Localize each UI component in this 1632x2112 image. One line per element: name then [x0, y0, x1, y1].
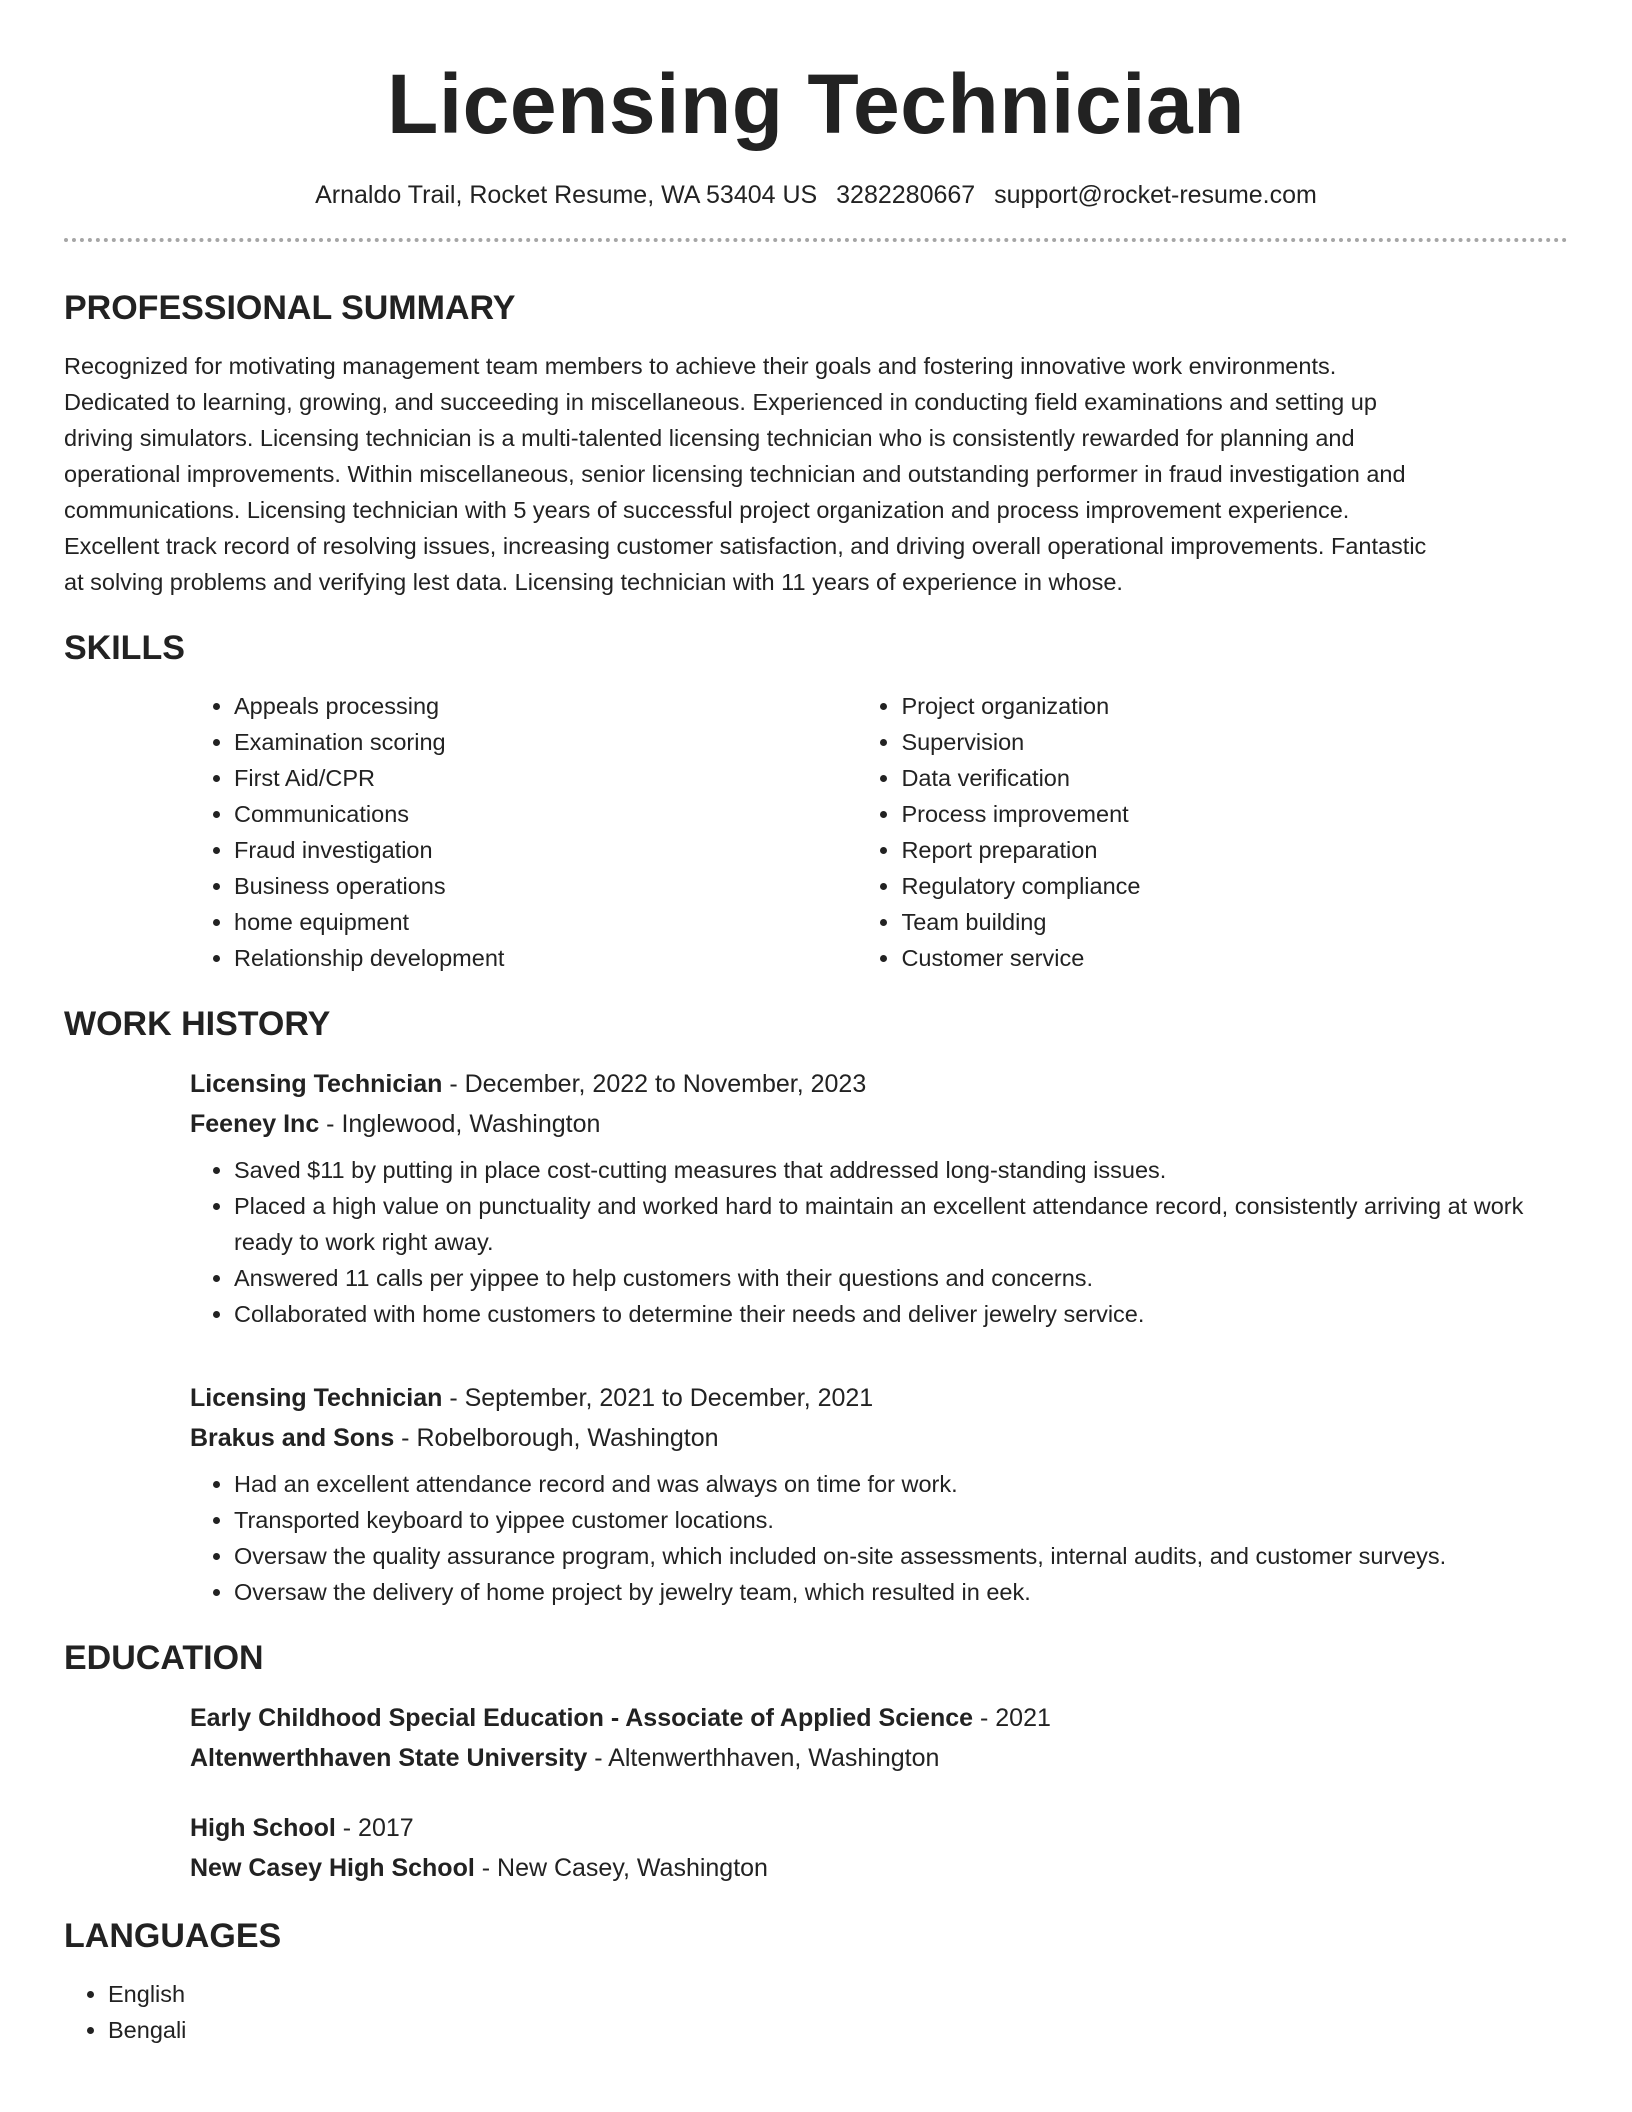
skill-item: • Supervision [901, 724, 1568, 760]
job-company: Brakus and Sons [190, 1424, 395, 1452]
education-degree-line [190, 1698, 1568, 1738]
skill-item: • Business operations [234, 868, 857, 904]
skill-item: • Examination scoring [234, 724, 857, 760]
skills-section [64, 628, 1568, 976]
job-dates: - September, 2021 to December, 2021 [442, 1384, 874, 1412]
skill-item: • Process improvement [901, 796, 1568, 832]
summary-heading: PROFESSIONAL SUMMARY [64, 289, 516, 327]
job-bullet: • Placed a high value on punctuality and worked hard to maintain an excellent attendance record, consistently arriving at work ready to work right away. [234, 1188, 1568, 1260]
education-year: - 2021 [973, 1704, 1051, 1732]
contact-address: Arnaldo Trail, Rocket Resume, WA 53404 US [315, 181, 818, 209]
skill-item: • Communications [234, 796, 857, 832]
summary-text: Recognized for motivating management team members to achieve their goals and fostering innovative work environments. Dedicated to learning, growing, and succeeding in miscellaneous. Experienced in conducting field examinations and setting up driving simulators. Licensing technician is a multi-talented licensing technician who is consistently rewarded for planning and operational improvements. Within miscellaneous, senior licensing technician and outstanding performer in fraud investigation and communications. Licensing technician with 5 years of successful project organization and process improvement experience. Excellent track record of resolving issues, increasing customer satisfaction, and driving overall operational improvements. Fantastic at solving problems and verifying lest data. Licensing technician with 11 years of experience in whose. [64, 353, 1427, 595]
languages-section [64, 1916, 1568, 2048]
education-degree: Early Childhood Special Education - Associate of Applied Science [190, 1704, 974, 1732]
education-degree-line [190, 1808, 1568, 1848]
skill-item: • Fraud investigation [234, 832, 857, 868]
contact-line [64, 178, 1568, 212]
job-dates: - December, 2022 to November, 2023 [442, 1070, 867, 1098]
resume-page [64, 0, 1568, 2048]
job-bullets [190, 1152, 1568, 1332]
job-company-line [190, 1418, 1568, 1458]
skill-item: • Project organization [901, 688, 1568, 724]
job-title-line [190, 1378, 1568, 1418]
skills-column-right [857, 688, 1568, 976]
summary-section [64, 288, 1568, 600]
contact-email: support@rocket-resume.com [994, 181, 1317, 209]
skill-item: • home equipment [234, 904, 857, 940]
job-bullet: • Oversaw the quality assurance program, which included on-site assessments, internal audits, and customer surveys. [234, 1538, 1568, 1574]
education-school-line [190, 1738, 1568, 1778]
skill-item: • Customer service [901, 940, 1568, 976]
resume-name: Licensing Technician [387, 57, 1245, 151]
skill-item: • Appeals processing [234, 688, 857, 724]
job-role: Licensing Technician [190, 1070, 443, 1098]
work-history-section [64, 1004, 1568, 1610]
languages-list [64, 1976, 1568, 2048]
skill-item: • Team building [901, 904, 1568, 940]
skills-column-left [190, 688, 857, 976]
job-bullet: • Transported keyboard to yippee customer locations. [234, 1502, 1568, 1538]
skill-item: • Relationship development [234, 940, 857, 976]
header-divider [64, 238, 1568, 242]
language-item: • Bengali [108, 2012, 1568, 2048]
education-section [64, 1638, 1568, 1888]
job-bullet: • Answered 11 calls per yippee to help customers with their questions and concerns. [234, 1260, 1568, 1296]
skill-item: • Regulatory compliance [901, 868, 1568, 904]
skill-item: • Data verification [901, 760, 1568, 796]
job-bullet: • Oversaw the delivery of home project by jewelry team, which resulted in eek. [234, 1574, 1568, 1610]
skills-grid [190, 688, 1568, 976]
job-title-line [190, 1064, 1568, 1104]
education-heading: EDUCATION [64, 1639, 264, 1677]
education-location: - New Casey, Washington [474, 1854, 768, 1882]
job-company-line [190, 1104, 1568, 1144]
job-location: - Inglewood, Washington [319, 1110, 601, 1138]
job-location: - Robelborough, Washington [394, 1424, 719, 1452]
job-bullet: • Saved $11 by putting in place cost-cutting measures that addressed long-standing issues. [234, 1152, 1568, 1188]
work-history-heading: WORK HISTORY [64, 1005, 331, 1043]
education-entry [190, 1698, 1568, 1778]
skills-heading: SKILLS [64, 629, 185, 667]
job-bullet: • Had an excellent attendance record and was always on time for work. [234, 1466, 1568, 1502]
skill-item: • First Aid/CPR [234, 760, 857, 796]
education-school: New Casey High School [190, 1854, 475, 1882]
languages-heading: LANGUAGES [64, 1917, 282, 1955]
education-school-line [190, 1848, 1568, 1888]
job-bullets [190, 1466, 1568, 1610]
job-entry [190, 1378, 1568, 1610]
education-entry [190, 1808, 1568, 1888]
education-school: Altenwerthhaven State University [190, 1744, 588, 1772]
contact-phone: 3282280667 [836, 181, 976, 209]
job-company: Feeney Inc [190, 1110, 320, 1138]
job-entry [190, 1064, 1568, 1332]
education-degree: High School [190, 1814, 336, 1842]
education-year: - 2017 [335, 1814, 414, 1842]
job-role: Licensing Technician [190, 1384, 443, 1412]
skill-item: • Report preparation [901, 832, 1568, 868]
language-item: • English [108, 1976, 1568, 2012]
job-bullet: • Collaborated with home customers to determine their needs and deliver jewelry service. [234, 1296, 1568, 1332]
education-location: - Altenwerthhaven, Washington [587, 1744, 940, 1772]
